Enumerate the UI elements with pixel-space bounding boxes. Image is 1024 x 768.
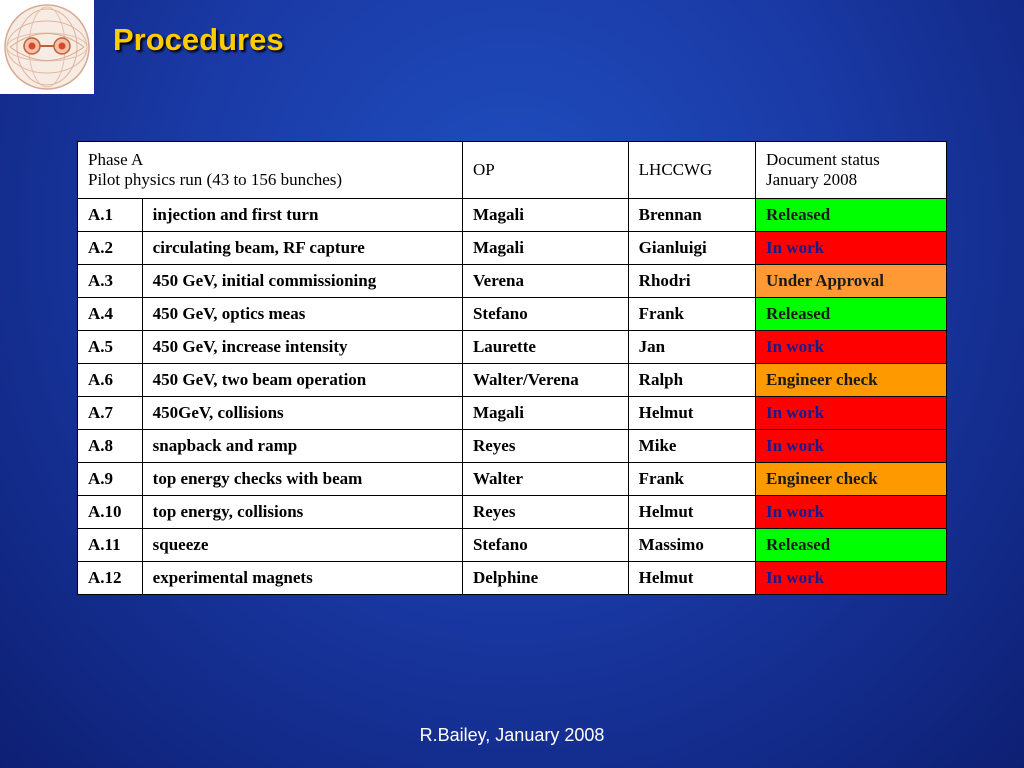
header-status-line1: Document status [765, 150, 880, 169]
row-id: A.2 [78, 232, 143, 265]
row-id: A.3 [78, 265, 143, 298]
row-status: Released [755, 298, 946, 331]
row-description: 450 GeV, increase intensity [142, 331, 462, 364]
table-row [78, 199, 947, 232]
row-op: Magali [462, 232, 628, 265]
row-status: In work [755, 562, 946, 595]
row-description: top energy, collisions [142, 496, 462, 529]
row-op: Magali [462, 397, 628, 430]
header-status-line2: January 2008 [765, 170, 858, 189]
row-op: Reyes [462, 430, 628, 463]
header-status-cell [755, 142, 946, 199]
row-description: experimental magnets [142, 562, 462, 595]
row-description: 450 GeV, initial commissioning [142, 265, 462, 298]
table-row [78, 529, 947, 562]
row-id: A.7 [78, 397, 143, 430]
row-description: 450 GeV, two beam operation [142, 364, 462, 397]
row-op: Verena [462, 265, 628, 298]
lhc-logo-icon [0, 0, 94, 94]
page-title: Procedures [113, 22, 284, 57]
footer-credit: R.Bailey, January 2008 [419, 725, 605, 745]
row-description: 450GeV, collisions [142, 397, 462, 430]
row-id: A.1 [78, 199, 143, 232]
row-status: In work [755, 331, 946, 364]
row-op: Reyes [462, 496, 628, 529]
row-op: Stefano [462, 529, 628, 562]
row-description: circulating beam, RF capture [142, 232, 462, 265]
row-status: Under Approval [755, 265, 946, 298]
procedures-table [77, 141, 947, 595]
table-header-row [78, 142, 947, 199]
logo [0, 0, 94, 94]
table-row [78, 331, 947, 364]
table-row [78, 430, 947, 463]
row-status: Engineer check [755, 463, 946, 496]
row-status: Engineer check [755, 364, 946, 397]
row-description: injection and first turn [142, 199, 462, 232]
row-lhccwg: Ralph [628, 364, 755, 397]
row-lhccwg: Gianluigi [628, 232, 755, 265]
row-id: A.6 [78, 364, 143, 397]
header-phase-subtitle: Pilot physics run (43 to 156 bunches) [88, 170, 343, 189]
row-lhccwg: Rhodri [628, 265, 755, 298]
header-phase-cell [78, 142, 463, 199]
row-lhccwg: Frank [628, 463, 755, 496]
row-lhccwg: Jan [628, 331, 755, 364]
table-row [78, 298, 947, 331]
table-row [78, 496, 947, 529]
table-row [78, 364, 947, 397]
row-lhccwg: Helmut [628, 496, 755, 529]
table-row [78, 463, 947, 496]
row-id: A.11 [78, 529, 143, 562]
header-lhccwg: LHCCWG [628, 142, 755, 199]
row-status: Released [755, 529, 946, 562]
row-id: A.5 [78, 331, 143, 364]
row-status: In work [755, 397, 946, 430]
procedures-table-body [78, 142, 947, 595]
row-op: Stefano [462, 298, 628, 331]
row-description: 450 GeV, optics meas [142, 298, 462, 331]
table-row [78, 232, 947, 265]
header-op: OP [462, 142, 628, 199]
row-description: top energy checks with beam [142, 463, 462, 496]
row-lhccwg: Helmut [628, 397, 755, 430]
row-op: Laurette [462, 331, 628, 364]
row-description: squeeze [142, 529, 462, 562]
row-lhccwg: Helmut [628, 562, 755, 595]
row-id: A.4 [78, 298, 143, 331]
row-id: A.10 [78, 496, 143, 529]
table-row [78, 397, 947, 430]
row-id: A.12 [78, 562, 143, 595]
row-op: Walter/Verena [462, 364, 628, 397]
row-lhccwg: Massimo [628, 529, 755, 562]
row-status: In work [755, 496, 946, 529]
row-status: In work [755, 430, 946, 463]
row-lhccwg: Frank [628, 298, 755, 331]
row-description: snapback and ramp [142, 430, 462, 463]
table-row [78, 265, 947, 298]
row-status: In work [755, 232, 946, 265]
row-op: Magali [462, 199, 628, 232]
row-id: A.9 [78, 463, 143, 496]
header-phase: Phase A [88, 150, 144, 169]
row-lhccwg: Brennan [628, 199, 755, 232]
row-op: Walter [462, 463, 628, 496]
row-status: Released [755, 199, 946, 232]
row-lhccwg: Mike [628, 430, 755, 463]
row-id: A.8 [78, 430, 143, 463]
table-row [78, 562, 947, 595]
row-op: Delphine [462, 562, 628, 595]
